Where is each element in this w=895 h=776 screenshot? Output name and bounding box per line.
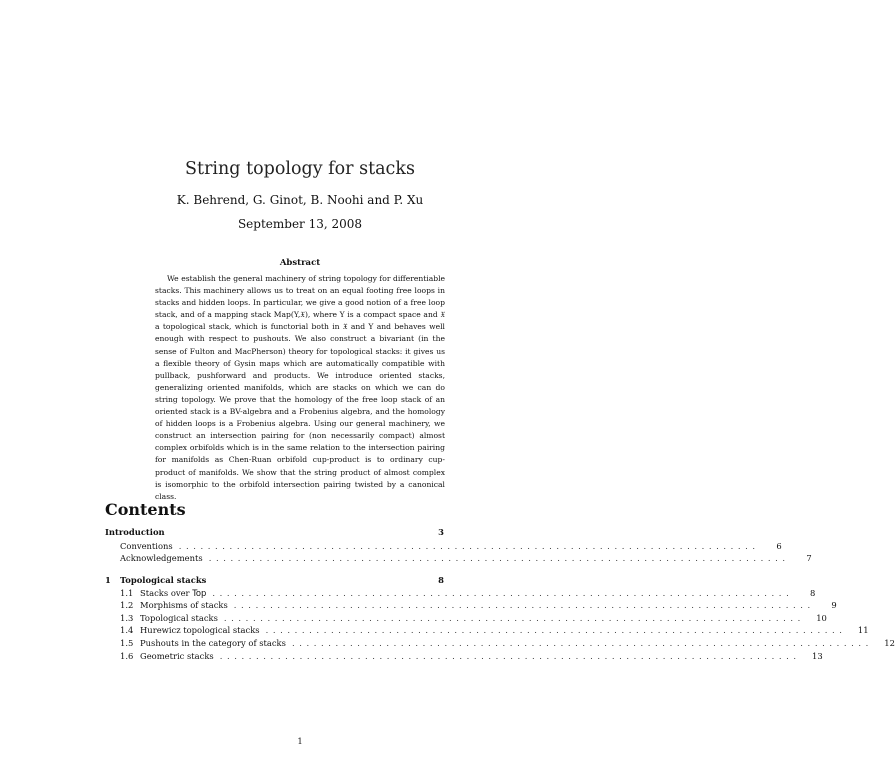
toc-entry-number: 1.2 bbox=[120, 600, 134, 610]
toc-entry-number: 1 bbox=[105, 575, 111, 585]
toc-entry-section-1-4[interactable] bbox=[105, 624, 869, 637]
toc-entry-section-1[interactable] bbox=[105, 574, 444, 587]
toc-entry-introduction[interactable] bbox=[105, 526, 444, 539]
toc-entry-section-1-2[interactable] bbox=[105, 599, 837, 612]
paper-date: September 13, 2008 bbox=[237, 217, 363, 231]
toc-leader: ................................................................................ bbox=[208, 553, 790, 563]
toc-leader: ................................................................................ bbox=[291, 638, 873, 648]
contents-heading: Contents bbox=[105, 500, 186, 519]
toc-leader: ................................................................................ bbox=[265, 625, 847, 635]
toc-entry-page: 12 bbox=[884, 638, 895, 648]
toc-entry-label: Geometric stacks bbox=[140, 651, 214, 661]
toc-entry-page: 6 bbox=[776, 541, 782, 551]
paper-title: String topology for stacks bbox=[185, 159, 415, 179]
toc-entry-label: Topological stacks bbox=[120, 575, 207, 585]
toc-entry-page: 8 bbox=[438, 575, 444, 585]
toc-entry-section-1-5[interactable] bbox=[105, 637, 895, 650]
toc-entry-label: Morphisms of stacks bbox=[140, 600, 228, 610]
toc-entry-label-text: Stacks over bbox=[140, 588, 193, 598]
toc-entry-acknowledgements[interactable] bbox=[105, 552, 812, 565]
abstract-body: We establish the general machinery of string topology for differentiable stacks. This machinery allows us to treat on an equal footing free loops in stacks and hidden loops. In particular, we give a good notion of a free loop stack, and of a mapping stack Map(Y,𝔛), where Y is a compact space and 𝔛 a topological stack, which is functorial both in 𝔛 and Y and behaves well enough with respect to pushouts. We also construct a bivariant (in the sense of Fulton and MacPherson) theory for topological stacks: it gives us a flexible theory of Gysin maps which are automatically compatible with pullback, pushforward and products. We introduce oriented stacks, generalizing oriented manifolds, which are stacks on which we can do string topology. We prove that the homology of the free loop stack of an oriented stack is a BV-algebra and a Frobenius algebra, and the homology of hidden loops is a Frobenius algebra. Using our general machinery, we construct an intersection pairing for (non necessarily compact) almost complex orbifolds which is in the same relation to the intersection pairing for manifolds as Chen-Ruan orbifold cup-product is to ordinary cup-product of manifolds. We show that the string product of almost complex is isomorphic to the orbifold intersection pairing twisted by a canonical class. bbox=[155, 274, 445, 501]
toc-entry-page: 7 bbox=[806, 553, 812, 563]
page-number: 1 bbox=[297, 736, 303, 746]
toc-entry-page: 13 bbox=[812, 651, 823, 661]
toc-entry-section-1-6[interactable] bbox=[105, 650, 823, 663]
toc-entry-label: Conventions bbox=[120, 541, 173, 551]
toc-entry-number: 1.4 bbox=[120, 625, 134, 635]
toc-entry-label: Hurewicz topological stacks bbox=[140, 625, 260, 635]
toc-leader: ................................................................................ bbox=[212, 588, 794, 598]
toc-entry-label-code: Top bbox=[192, 588, 207, 598]
toc-entry-number: 1.5 bbox=[120, 638, 134, 648]
toc-entry-number: 1.6 bbox=[120, 651, 134, 661]
toc-entry-page: 10 bbox=[816, 613, 827, 623]
toc-leader: ................................................................................ bbox=[223, 613, 805, 623]
toc-entry-label: Topological stacks bbox=[140, 613, 218, 623]
paper-authors: K. Behrend, G. Ginot, B. Noohi and P. Xu bbox=[176, 193, 424, 207]
toc-entry-page: 11 bbox=[857, 625, 869, 635]
toc-leader: ................................................................................ bbox=[233, 600, 815, 610]
abstract-heading: Abstract bbox=[279, 258, 321, 268]
toc-entry-label: Pushouts in the category of stacks bbox=[140, 638, 286, 648]
toc-leader: ................................................................................ bbox=[178, 541, 760, 551]
toc-entry-label: Acknowledgements bbox=[120, 553, 203, 563]
toc-entry-page: 8 bbox=[810, 588, 816, 598]
toc-entry-number: 1.1 bbox=[120, 588, 134, 598]
toc-entry-label: Introduction bbox=[105, 527, 165, 537]
toc-leader: ................................................................................ bbox=[219, 651, 801, 661]
toc-entry-number: 1.3 bbox=[120, 613, 134, 623]
toc-entry-page: 9 bbox=[831, 600, 837, 610]
toc-entry-page: 3 bbox=[438, 527, 444, 537]
